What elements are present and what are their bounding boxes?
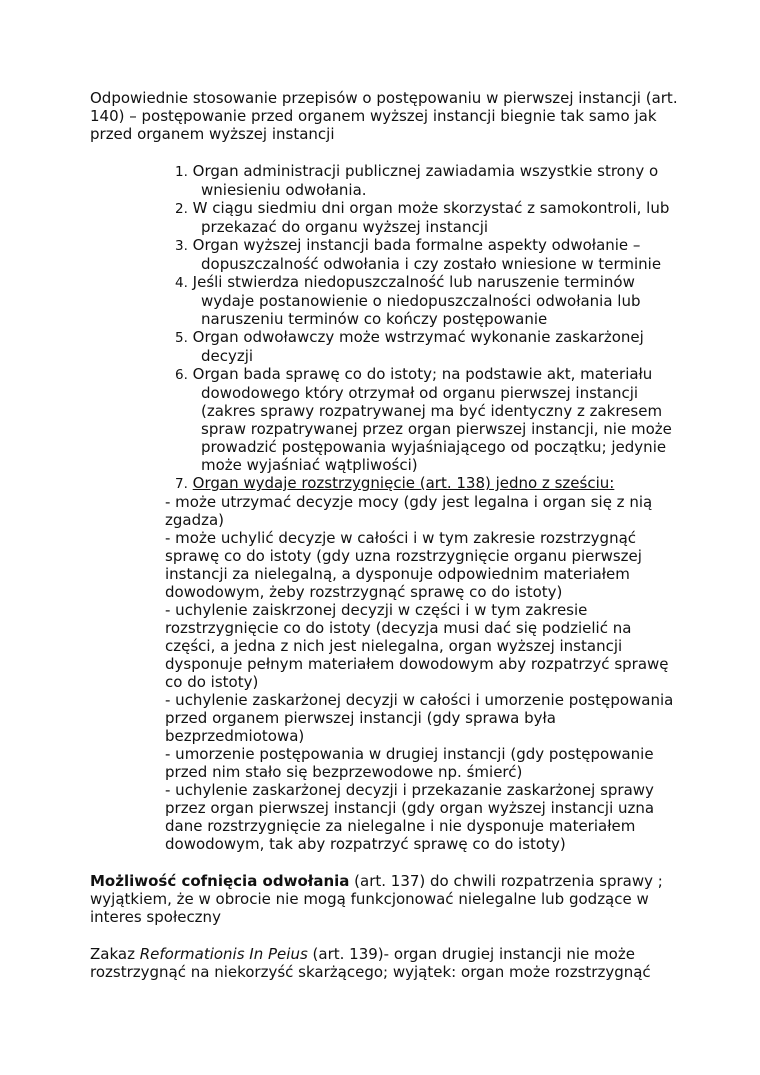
list-item	[165, 236, 680, 273]
withdrawal-heading: Możliwość cofnięcia odwołania	[90, 872, 350, 890]
procedure-steps	[165, 162, 680, 493]
list-item	[165, 365, 680, 474]
list-number: 1.	[175, 164, 188, 180]
intro-paragraph: Odpowiednie stosowanie przepisów o postępowaniu w pierwszej instancji (art. 140) – postępowanie przed organem wyższej instancji biegnie tak samo jak przed organem wyższej instancji	[90, 89, 678, 143]
list-item	[165, 328, 680, 365]
list-text: Organ bada sprawę co do istoty; na podstawie akt, materiału dowodowego który otrzymał od organu pierwszej instancji (zakres sprawy rozpatrywanej ma być identyczny z zakresem spraw rozpatrywanej przez organ pierwszej instancji, nie może prowadzić postępowania wyjaśniającego od początku; jedynie może wyjaśniać wątpliwości)	[192, 365, 672, 474]
option-item: - może utrzymać decyzje mocy (gdy jest legalna i organ się z nią zgadza)	[165, 493, 653, 529]
list-item	[165, 162, 680, 199]
list-text: Organ wydaje rozstrzygnięcie (art. 138) jedno z sześciu:	[192, 474, 615, 492]
list-number: 7.	[175, 476, 188, 492]
option-item: - uchylenie zaskarżonej decyzji i przekazanie zaskarżonej sprawy przez organ pierwszej instancji (gdy organ wyższej instancji uzna dane rozstrzygnięcie za nielegalne i nie dysponuje materiałem dowodowym, tak aby rozpatrzyć sprawę co do istoty)	[165, 781, 655, 853]
reformatio-text: (art. 139)- organ drugiej instancji nie może rozstrzygnąć na niekorzyść skarżącego; wyjątek: organ może rozstrzygnąć	[90, 945, 651, 981]
document-page	[90, 89, 680, 981]
list-number: 3.	[175, 238, 188, 254]
reformatio-prefix: Zakaz	[90, 945, 140, 963]
reformatio-term: Reformationis In Peius	[139, 945, 308, 963]
withdrawal-paragraph	[90, 872, 680, 926]
option-item: - umorzenie postępowania w drugiej instancji (gdy postępowanie przed nim stało się bezprzewodowe np. śmierć)	[165, 745, 654, 781]
list-text: Jeśli stwierdza niedopuszczalność lub naruszenie terminów wydaje postanowienie o niedopuszczalności odwołania lub naruszeniu terminów co kończy postępowanie	[192, 273, 641, 328]
list-text: Organ odwoławczy może wstrzymać wykonanie zaskarżonej decyzji	[192, 328, 644, 365]
list-number: 2.	[175, 201, 188, 217]
list-number: 4.	[175, 275, 188, 291]
list-number: 5.	[175, 330, 188, 346]
decision-options	[165, 493, 680, 853]
reformatio-paragraph	[90, 945, 680, 981]
list-item	[165, 273, 680, 328]
option-item: - uchylenie zaskarżonej decyzji w całości i umorzenie postępowania przed organem pierwszej instancji (gdy sprawa była bezprzedmiotowa)	[165, 691, 674, 745]
option-item: - uchylenie zaiskrzonej decyzji w części i w tym zakresie rozstrzygnięcie co do istoty (decyzja musi dać się podzielić na części, a jedna z nich jest nielegalna, organ wyższej instancji dysponuje pełnym materiałem dowodowym aby rozpatrzyć sprawę co do istoty)	[165, 601, 669, 691]
list-item	[165, 474, 680, 493]
option-item: - może uchylić decyzje w całości i w tym zakresie rozstrzygnąć sprawę co do istoty (gdy uzna rozstrzygnięcie organu pierwszej instancji za nielegalną, a dysponuje odpowiednim materiałem dowodowym, żeby rozstrzygnąć sprawę co do istoty)	[165, 529, 642, 601]
withdrawal-text: (art. 137) do chwili rozpatrzenia sprawy ; wyjątkiem, że w obrocie nie mogą funkcjonować nielegalne lub godzące w interes społeczny	[90, 872, 663, 926]
list-text: Organ wyższej instancji bada formalne aspekty odwołanie – dopuszczalność odwołania i czy zostało wniesione w terminie	[192, 236, 662, 273]
list-text: W ciągu siedmiu dni organ może skorzystać z samokontroli, lub przekazać do organu wyższej instancji	[192, 199, 670, 236]
list-item	[165, 199, 680, 236]
list-number: 6.	[175, 367, 188, 383]
list-text: Organ administracji publicznej zawiadamia wszystkie strony o wniesieniu odwołania.	[192, 162, 659, 199]
